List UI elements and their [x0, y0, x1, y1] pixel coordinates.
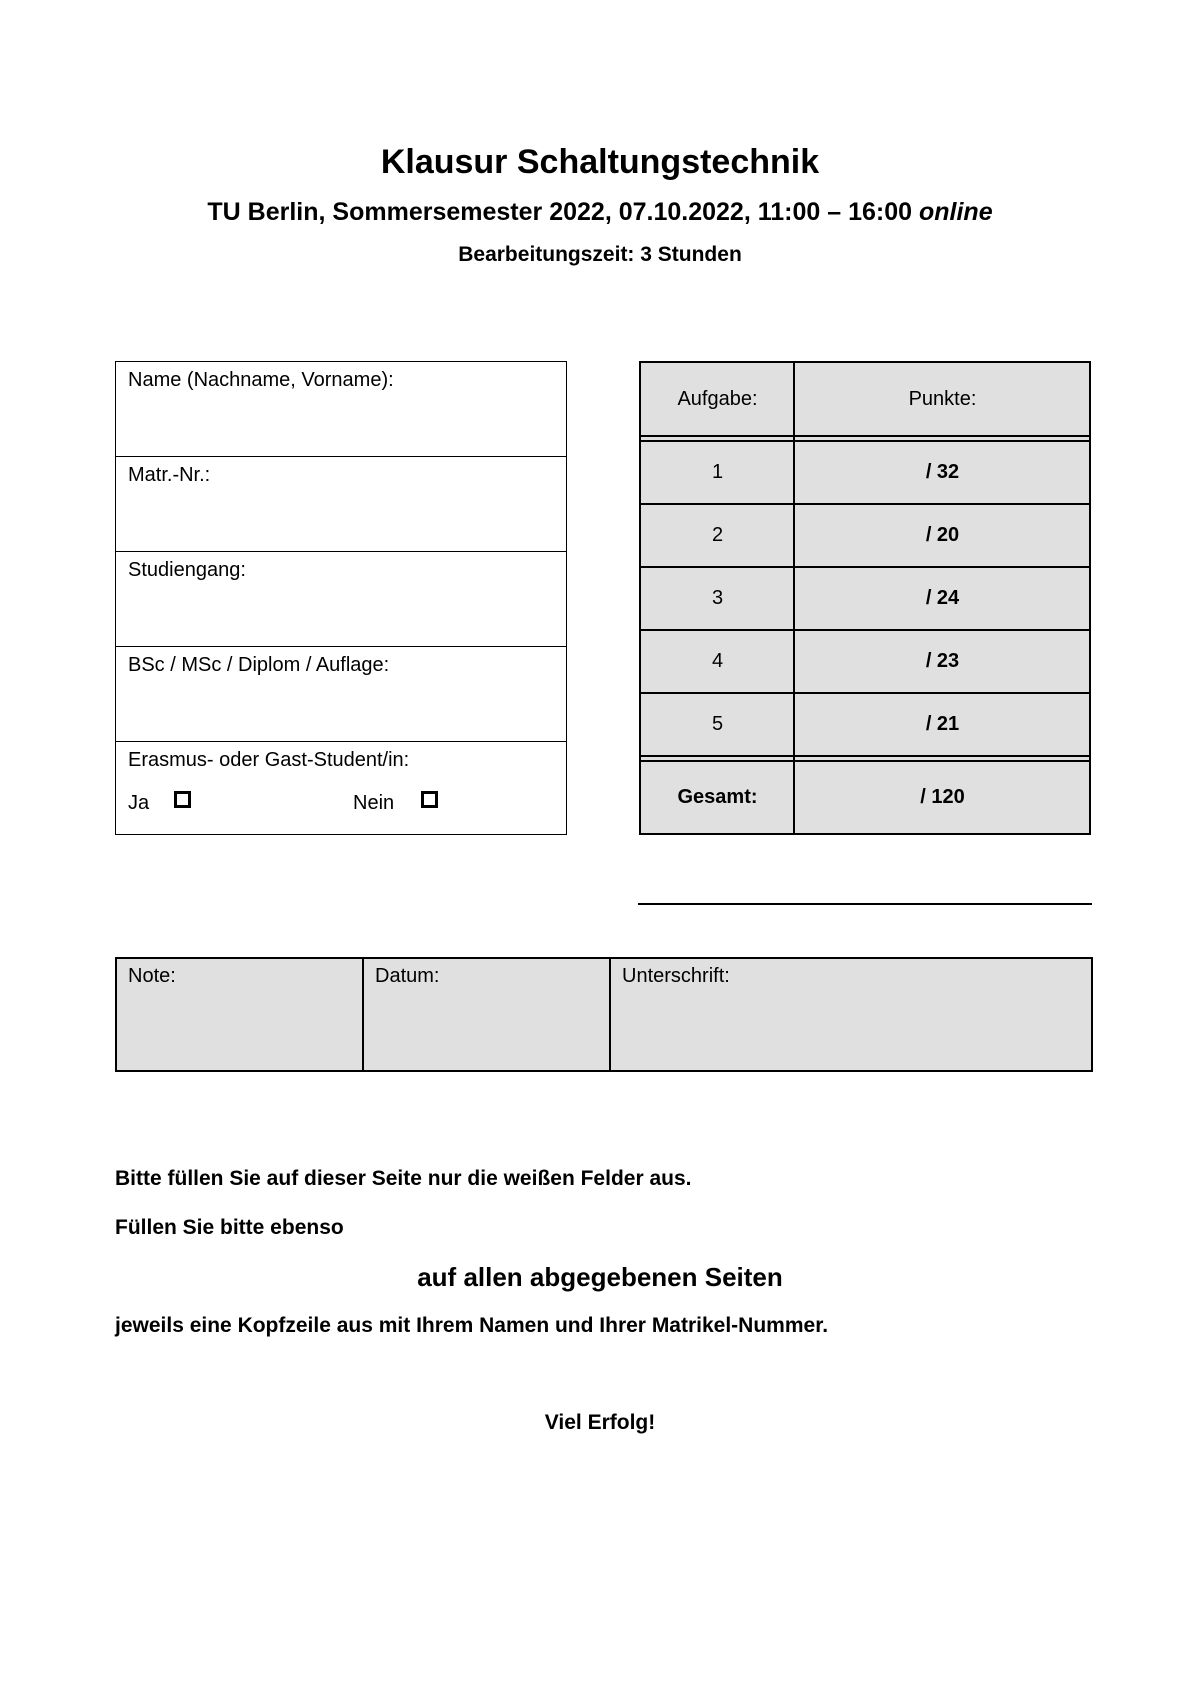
degree-label: BSc / MSc / Diplom / Auflage:	[128, 654, 390, 676]
instruction-line-3: auf allen abgegebenen Seiten	[417, 1262, 783, 1292]
student-info-box	[115, 361, 567, 835]
task-number: 1	[711, 461, 724, 483]
grading-box	[115, 957, 1093, 1072]
erasmus-label: Erasmus- oder Gast-Student/in:	[128, 749, 410, 771]
no-checkbox[interactable]	[421, 791, 438, 808]
exam-date-info: TU Berlin, Sommersemester 2022, 07.10.2022, 11:00 – 16:00	[207, 198, 913, 226]
program-label: Studiengang:	[128, 559, 246, 581]
note-label: Note:	[128, 965, 176, 987]
exam-duration: Bearbeitungszeit: 3 Stunden	[458, 243, 742, 266]
total-row	[641, 762, 1089, 833]
yes-checkbox[interactable]	[174, 791, 191, 808]
instruction-line-1: Bitte füllen Sie auf dieser Seite nur die weißen Felder aus.	[115, 1167, 692, 1190]
task-max-points[interactable]: / 24	[925, 587, 960, 609]
yes-label: Ja	[128, 792, 150, 814]
table-row	[641, 505, 1089, 566]
examiner-signature-line	[638, 903, 1092, 905]
name-field[interactable]	[116, 362, 566, 457]
task-number: 4	[711, 650, 724, 672]
closing-message: Viel Erfolg!	[544, 1411, 656, 1434]
note-field	[117, 959, 362, 1070]
task-column-header: Aufgabe:	[677, 387, 758, 410]
points-table	[639, 361, 1091, 835]
table-row	[641, 442, 1089, 503]
degree-field[interactable]	[116, 647, 566, 742]
table-row	[641, 631, 1089, 692]
date-field	[364, 959, 609, 1070]
name-label: Name (Nachname, Vorname):	[128, 369, 394, 391]
exam-title: Klausur Schaltungstechnik	[380, 143, 820, 181]
signature-label: Unterschrift:	[622, 965, 730, 987]
points-column-header: Punkte:	[908, 387, 977, 410]
matr-field[interactable]	[116, 457, 566, 552]
signature-field	[611, 959, 1091, 1070]
task-max-points[interactable]: / 20	[925, 524, 960, 546]
instruction-line-4: jeweils eine Kopfzeile aus mit Ihrem Namen und Ihrer Matrikel-Nummer.	[115, 1314, 829, 1337]
task-max-points[interactable]: / 21	[925, 713, 960, 735]
task-max-points[interactable]: / 32	[925, 461, 960, 483]
task-number: 2	[711, 524, 724, 546]
points-header-row	[641, 363, 1089, 435]
task-number: 3	[711, 587, 724, 609]
task-max-points[interactable]: / 23	[925, 650, 960, 672]
total-label: Gesamt:	[677, 786, 758, 808]
table-row	[641, 694, 1089, 755]
task-number: 5	[711, 713, 724, 735]
instruction-line-2: Füllen Sie bitte ebenso	[115, 1216, 344, 1239]
exam-subtitle	[0, 198, 1200, 227]
date-label: Datum:	[375, 965, 440, 987]
exam-mode: online	[918, 198, 993, 226]
no-label: Nein	[353, 792, 395, 814]
erasmus-field	[116, 742, 566, 837]
matr-label: Matr.-Nr.:	[128, 464, 211, 486]
table-row	[641, 568, 1089, 629]
program-field[interactable]	[116, 552, 566, 647]
total-points[interactable]: / 120	[920, 786, 965, 808]
